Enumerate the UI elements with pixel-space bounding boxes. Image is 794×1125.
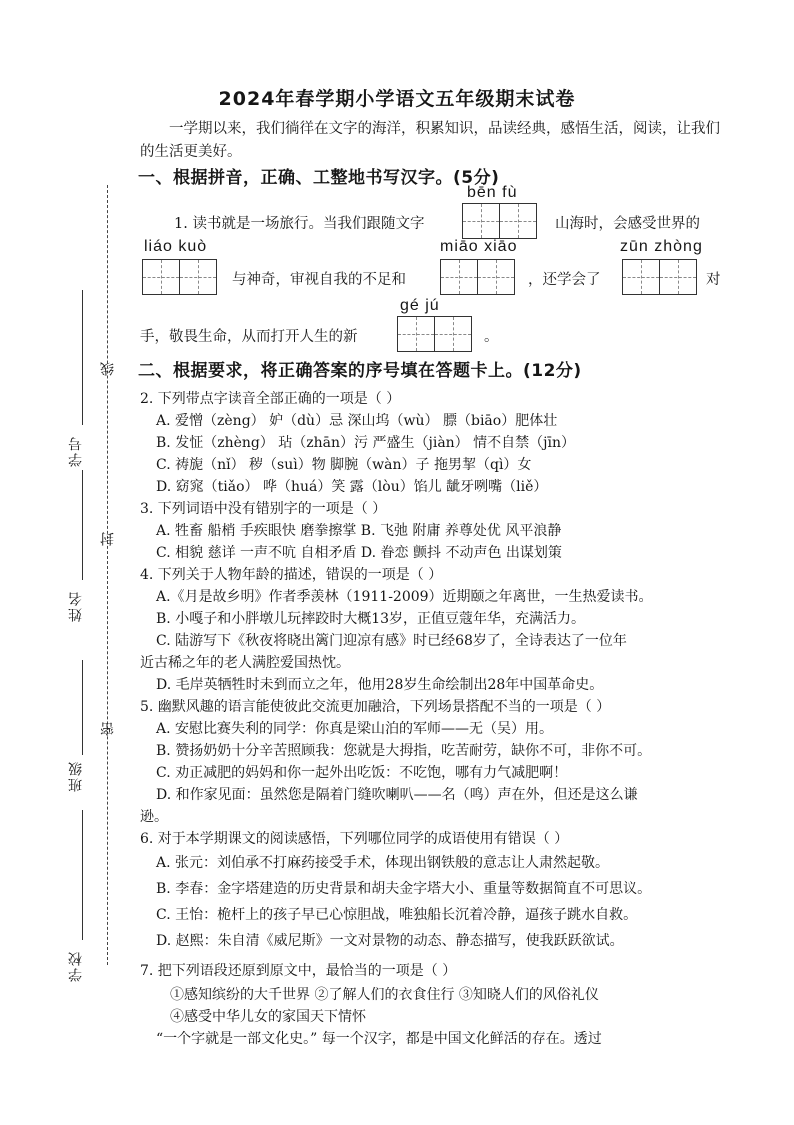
q4-option-c: C. 陆游写下《秋夜将晓出篱门迎凉有感》时已经68岁了，全诗表达了一位年 [156, 633, 627, 649]
char-box[interactable] [397, 316, 435, 352]
q5-option-d: D. 和作家见面：虽然您是隔着门缝吹喇叭——名（鸣）声在外，但还是这么谦 [156, 787, 638, 803]
intro-paragraph: 一学期以来，我们徜徉在文字的海洋，积累知识，品读经典，感悟生活，阅读，让我们的生活更美好。 [140, 121, 720, 160]
answer-boxes-miao-xiao[interactable] [440, 259, 513, 295]
q5-option-b: B. 赞扬奶奶十分辛苦照顾我：您就是大拇指，吃苦耐劳，缺你不可，非你不可。 [156, 743, 652, 759]
q6-option-d: D. 赵熙：朱自清《威尼斯》一文对景物的动态、静态描写，使我跃跃欲试。 [156, 933, 624, 949]
q6-option-a: A. 张元：刘伯承不打麻药接受手术，体现出钢铁般的意志让人肃然起敬。 [156, 855, 610, 871]
q5-option-c: C. 劝正减肥的妈妈和你一起外出吃饭：不吃饱，哪有力气减肥啊！ [156, 765, 568, 781]
id-blank[interactable] [82, 290, 83, 425]
q4-option-c-cont: 近古稀之年的老人满腔爱国热忱。 [140, 655, 350, 671]
char-box[interactable] [434, 316, 472, 352]
school-blank[interactable] [82, 810, 83, 940]
q7-passage: “一个字就是一部文化史。” 每一个汉字，都是中国文化鲜活的存在。透过 [156, 1031, 602, 1047]
q7-stem: 7. 把下列语段还原到原文中，最恰当的一项是（ ） [140, 963, 457, 979]
q7-phrases-1-3: ①感知缤纷的大千世界 ②了解人们的衣食住行 ③知晓人们的风俗礼仪 [170, 987, 599, 1003]
q6-stem: 6. 对于本学期课文的阅读感悟，下列哪位同学的成语使用有错误（ ） [140, 831, 569, 847]
q2-stem: 2. 下列带点字读音全部正确的一项是（ ） [140, 391, 401, 407]
binding-feng: 封 [100, 530, 116, 546]
q3-options-ab: A. 牲畜 船梢 手疾眼快 磨拳擦掌 B. 飞弛 附庸 养尊处优 风平浪静 [156, 523, 562, 539]
pinyin-ben-fu: bēn fù [467, 184, 518, 201]
answer-boxes-liao-kuo[interactable] [142, 259, 215, 295]
answer-boxes-ben-fu[interactable] [462, 203, 535, 239]
name-label: 姓名 [68, 590, 84, 622]
s1-text-4: ，还学会了 [528, 272, 601, 288]
q6-option-c: C. 王怡：桅杆上的孩子早已心惊胆战，唯独船长沉着冷静，逼孩子跳水自救。 [156, 907, 638, 923]
char-box[interactable] [142, 259, 180, 295]
class-label: 班级 [68, 760, 84, 792]
pinyin-zun-zhong: zūn zhòng [620, 238, 703, 255]
char-box[interactable] [179, 259, 217, 295]
char-box[interactable] [659, 259, 697, 295]
pinyin-ge-ju: gé jú [400, 297, 440, 314]
char-box[interactable] [440, 259, 478, 295]
section1-heading: 一、根据拼音，正确、工整地书写汉字。(5分) [138, 168, 500, 188]
char-box[interactable] [622, 259, 660, 295]
s1-text-2: 山海时，会感受世界的 [555, 216, 700, 232]
q4-option-a: A.《月是故乡明》作者季羡林（1911-2009）近期颐之年离世，一生热爱读书。 [156, 589, 653, 605]
q4-option-b: B. 小嘎子和小胖墩儿玩摔跤时大概13岁，正值豆蔻年华，充满活力。 [156, 611, 586, 627]
pinyin-liao-kuo: liáo kuò [144, 238, 208, 255]
answer-boxes-ge-ju[interactable] [397, 316, 470, 352]
binding-dashed-line [107, 185, 108, 965]
q2-option-d: D. 窈窕（tiǎo） 哗（huá）笑 露（lòu）馅儿 龇牙咧嘴（liě） [156, 479, 548, 495]
binding-xian: 线 [100, 360, 116, 376]
pinyin-miao-xiao: miāo xiāo [440, 238, 518, 255]
s1-text-3: 与神奇，审视自我的不足和 [232, 272, 406, 288]
class-blank[interactable] [82, 660, 83, 755]
q2-option-c: C. 祷旎（nǐ） 秽（suì）物 脚腕（wàn）子 拖男挈（qì）女 [156, 457, 532, 473]
section2-heading: 二、根据要求，将正确答案的序号填在答题卡上。(12分) [138, 361, 582, 381]
q2-option-b: B. 发怔（zhèng） 玷（zhān）污 严盛生（jiàn） 情不自禁（jīn） [156, 435, 575, 451]
s1-text-6: 手，敬畏生命，从而打开人生的新 [140, 329, 358, 345]
char-box[interactable] [499, 203, 537, 239]
q3-options-cd: C. 相貌 慈详 一声不吭 自相矛盾 D. 眷恋 颤抖 不动声色 出谋划策 [156, 545, 562, 561]
name-blank[interactable] [82, 470, 83, 580]
char-box[interactable] [477, 259, 515, 295]
s1-text-7: 。 [484, 329, 499, 345]
q5-option-d-cont: 逊。 [140, 809, 168, 825]
q7-phrase-4: ④感受中华儿女的家国天下情怀 [170, 1009, 366, 1025]
q2-option-a: A. 爱憎（zèng） 妒（dù）忌 深山坞（wù） 膘（biāo）肥体壮 [156, 413, 558, 429]
page-title: 2024年春学期小学语文五年级期末试卷 [218, 88, 576, 110]
s1-text-1: 1. 读书就是一场旅行。当我们跟随文字 [174, 216, 425, 232]
binding-mi: 密 [100, 720, 116, 736]
q4-option-d: D. 毛岸英牺牲时未到而立之年，他用28岁生命绘制出28年中国革命史。 [156, 677, 604, 693]
q3-stem: 3. 下列词语中没有错别字的一项是（ ） [140, 501, 387, 517]
answer-boxes-zun-zhong[interactable] [622, 259, 695, 295]
school-label: 学校 [68, 950, 84, 982]
q5-option-a: A. 安慰比赛失利的同学：你真是梁山泊的军师——无（吴）用。 [156, 721, 554, 737]
q5-stem: 5. 幽默风趣的语言能使彼此交流更加融洽，下列场景搭配不当的一项是（ ） [140, 699, 611, 715]
q6-option-b: B. 李春：金字塔建造的历史背景和胡夫金字塔大小、重量等数据简直不可思议。 [156, 881, 652, 897]
char-box[interactable] [462, 203, 500, 239]
q4-stem: 4. 下列关于人物年龄的描述，错误的一项是（ ） [140, 567, 443, 583]
id-label: 学号 [68, 435, 84, 467]
s1-text-5: 对 [706, 272, 721, 288]
